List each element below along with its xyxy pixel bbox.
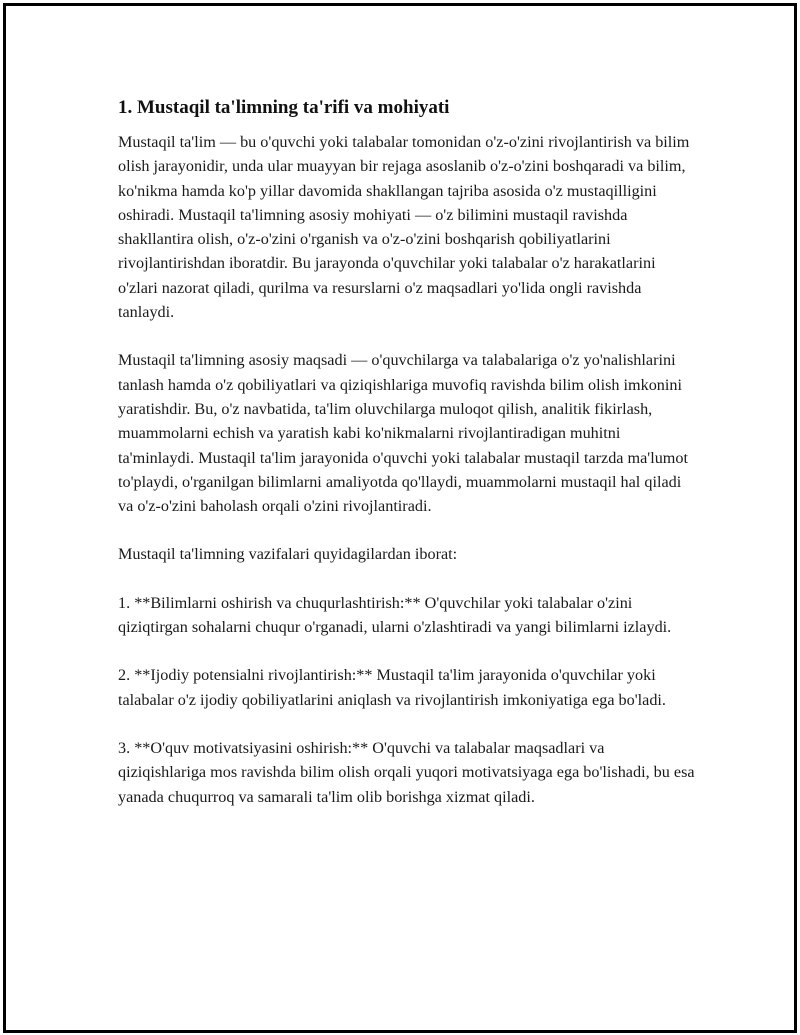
document-body: [118, 96, 696, 833]
list-item-2: 2. **Ijodiy potensialni rivojlantirish:** Mustaqil ta'lim jarayonida o'quvchilar yoki talabalar o'z ijodiy qobiliyatlarini aniqlash va rivojlantirish imkoniyatiga ega bo'ladi.: [118, 666, 666, 709]
list-item-1: 1. **Bilimlarni oshirish va chuqurlashtirish:** O'quvchilar yoki talabalar o'zini qiziqtirgan sohalarni chuqur o'rganadi, ularni o'zlashtiradi va yangi bilimlarni izlaydi.: [118, 593, 672, 637]
paragraph-definition: Mustaqil ta'lim — bu o'quvchi yoki talabalar tomonidan o'z-o'zini rivojlantirish va bilim olish jarayonidir, unda ular muayyan bir rejaga asoslanib o'z-o'zini boshqaradi va bilim, ko'nikma hamda ko'p yillar davomida shakllangan tajriba asosida o'z mustaqilligini oshiradi. Mustaqil ta'limning asosiy mohiyati — o'z bilimini mustaqil ravishda shakllantira olish, o'z-o'zini o'rganish va o'z-o'zini boshqarish qobiliyatlarini rivojlantirishdan iboratdir. Bu jarayonda o'quvchilar yoki talabalar o'z harakatlarini o'zlari nazorat qiladi, qurilma va resurslarni o'z maqsadlari yo'lida ongli ravishda tanlaydi.: [118, 133, 690, 322]
section-heading: 1. Mustaqil ta'limning ta'rifi va mohiyati: [118, 97, 450, 118]
paragraph-tasks-intro: Mustaqil ta'limning vazifalari quyidagilardan iborat:: [118, 545, 458, 564]
list-item-3: 3. **O'quv motivatsiyasini oshirish:** O'quvchi va talabalar maqsadlari va qiziqishlariga mos ravishda bilim olish orqali yuqori motivatsiyaga ega bo'lishadi, bu esa yanada chuqurroq va samarali ta'lim olib borishga xizmat qiladi.: [118, 738, 695, 806]
paragraph-purpose: Mustaqil ta'limning asosiy maqsadi — o'quvchilarga va talabalariga o'z yo'nalishlarini tanlash hamda o'z qobiliyatlari va qiziqishlariga muvofiq ravishda bilim olish imkonini yaratishdir. Bu, o'z navbatida, ta'lim oluvchilarga muloqot qilish, analitik fikirlash, muammolarni echish va yaratish kabi ko'nikmalarni rivojlantiradigan muhitni ta'minlaydi. Mustaqil ta'lim jarayonida o'quvchi yoki talabalar mustaqil tarzda ma'lumot to'playdi, o'rganilgan bilimlarni amaliyotda qo'llaydi, muammolarni mustaqil hal qiladi va o'z-o'zini baholash orqali o'zini rivojlantiradi.: [118, 351, 688, 516]
